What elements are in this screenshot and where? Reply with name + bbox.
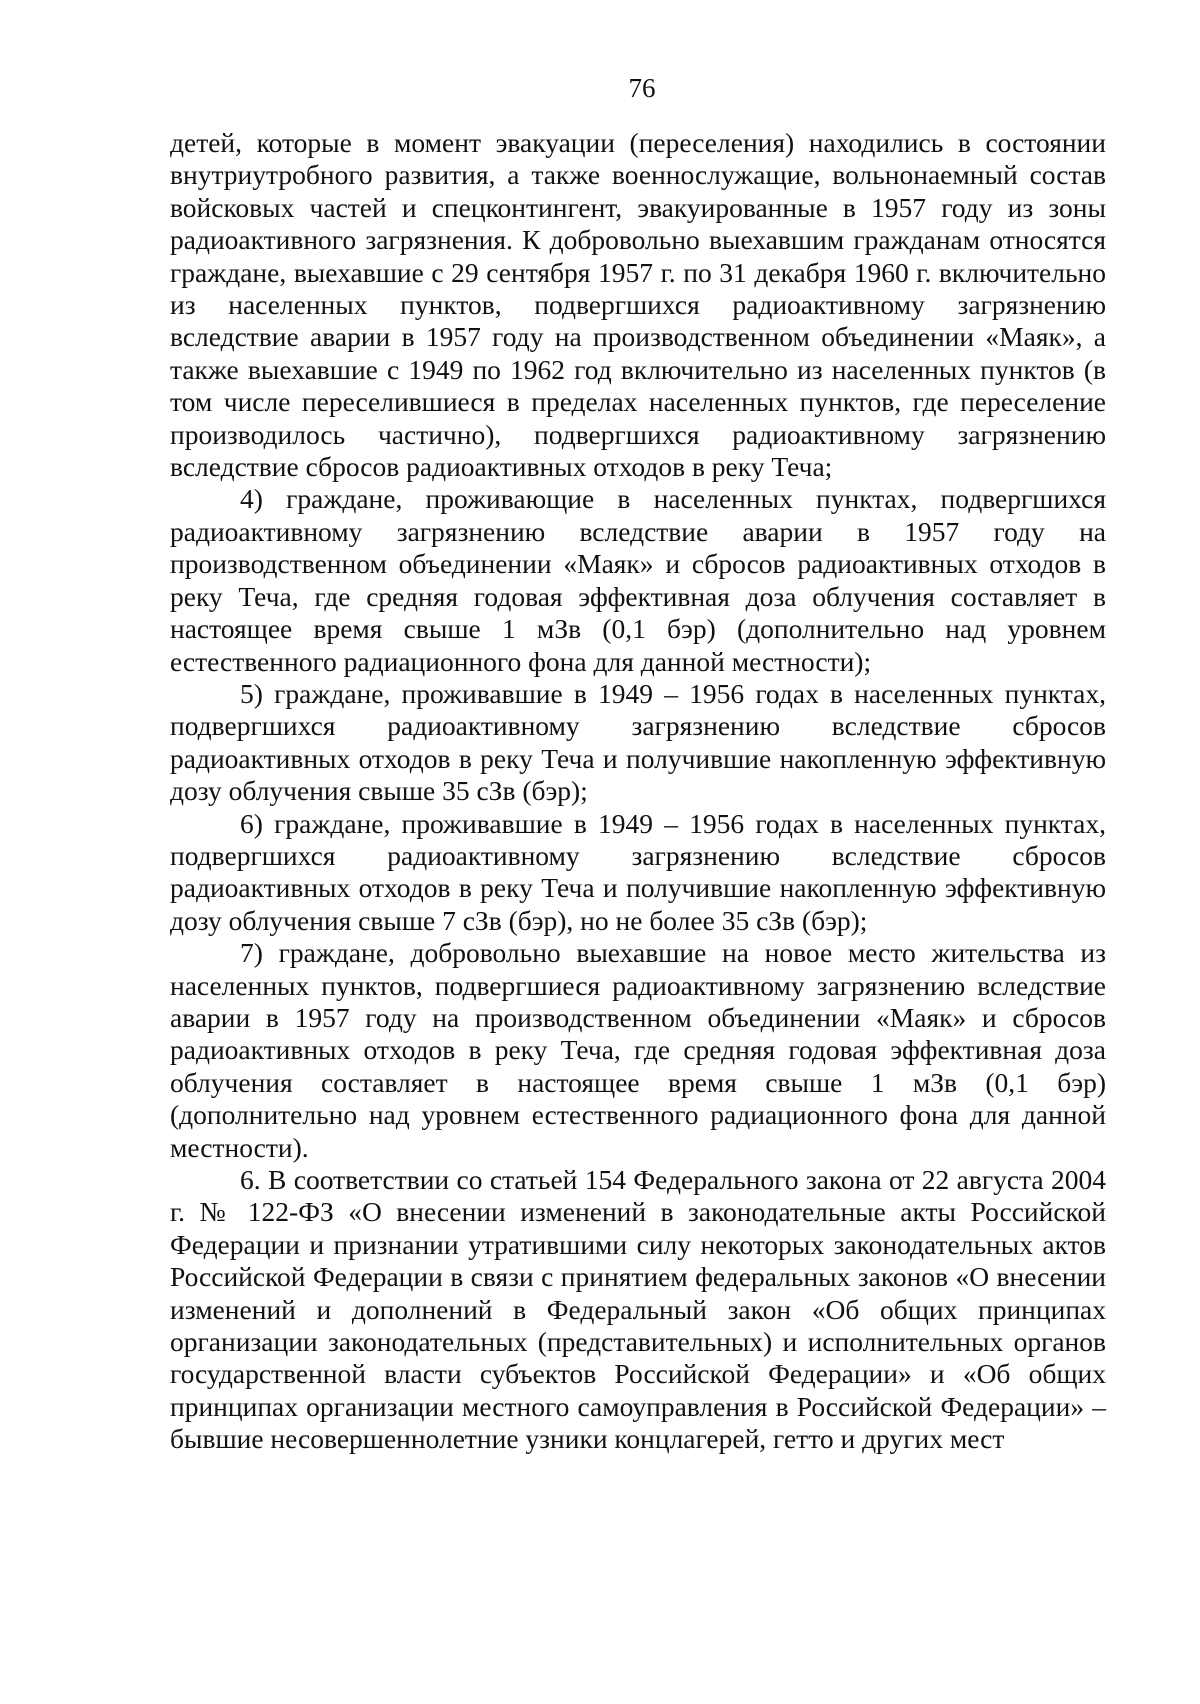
page-number: 76: [628, 73, 656, 103]
document-body: [170, 127, 1106, 1456]
paragraph-section-6: 6. В соответствии со статьей 154 Федерального закона от 22 августа 2004 г. № 122-ФЗ «О внесении изменений в законодательные акты Российской Федерации и признании утратившими силу некоторых законодательных актов Российской Федерации в связи с принятием федеральных законов «О внесении изменений и дополнений в Федеральный закон «Об общих принципах организации законодательных (представительных) и исполнительных органов государственной власти субъектов Российской Федерации» и «Об общих принципах организации местного самоуправления в Российской Федерации» – бывшие несовершеннолетние узники концлагерей, гетто и других мест: [170, 1164, 1106, 1455]
paragraph-continuation: детей, которые в момент эвакуации (переселения) находились в состоянии внутриутробного развития, а также военнослужащие, вольнонаемный состав войсковых частей и спецконтингент, эвакуированные в 1957 году из зоны радиоактивного загрязнения. К добровольно выехавшим гражданам относятся граждане, выехавшие с 29 сентября 1957 г. по 31 декабря 1960 г. включительно из населенных пунктов, подвергшихся радиоактивному загрязнению вследствие аварии в 1957 году на производственном объединении «Маяк», а также выехавшие с 1949 по 1962 год включительно из населенных пунктов (в том числе переселившиеся в пределах населенных пунктов, где переселение производилось частично), подвергшихся радиоактивному загрязнению вследствие сбросов радиоактивных отходов в реку Теча;: [170, 127, 1106, 483]
paragraph-item-4: 4) граждане, проживающие в населенных пунктах, подвергшихся радиоактивному загрязнению вследствие аварии в 1957 году на производственном объединении «Маяк» и сбросов радиоактивных отходов в реку Теча, где средняя годовая эффективная доза облучения составляет в настоящее время свыше 1 мЗв (0,1 бэр) (дополнительно над уровнем естественного радиационного фона для данной местности);: [170, 483, 1106, 677]
paragraph-item-5: 5) граждане, проживавшие в 1949 – 1956 годах в населенных пунктах, подвергшихся радиоактивному загрязнению вследствие сбросов радиоактивных отходов в реку Теча и получившие накопленную эффективную дозу облучения свыше 35 сЗв (бэр);: [170, 677, 1106, 807]
paragraph-item-7: 7) граждане, добровольно выехавшие на новое место жительства из населенных пунктов, подвергшиеся радиоактивному загрязнению вследствие аварии в 1957 году на производственном объединении «Маяк» и сбросов радиоактивных отходов в реку Теча, где средняя годовая эффективная доза облучения составляет в настоящее время свыше 1 мЗв (0,1 бэр) (дополнительно над уровнем естественного радиационного фона для данной местности).: [170, 937, 1106, 1163]
paragraph-item-6: 6) граждане, проживавшие в 1949 – 1956 годах в населенных пунктах, подвергшихся радиоактивному загрязнению вследствие сбросов радиоактивных отходов в реку Теча и получившие накопленную эффективную дозу облучения свыше 7 сЗв (бэр), но не более 35 сЗв (бэр);: [170, 807, 1106, 936]
